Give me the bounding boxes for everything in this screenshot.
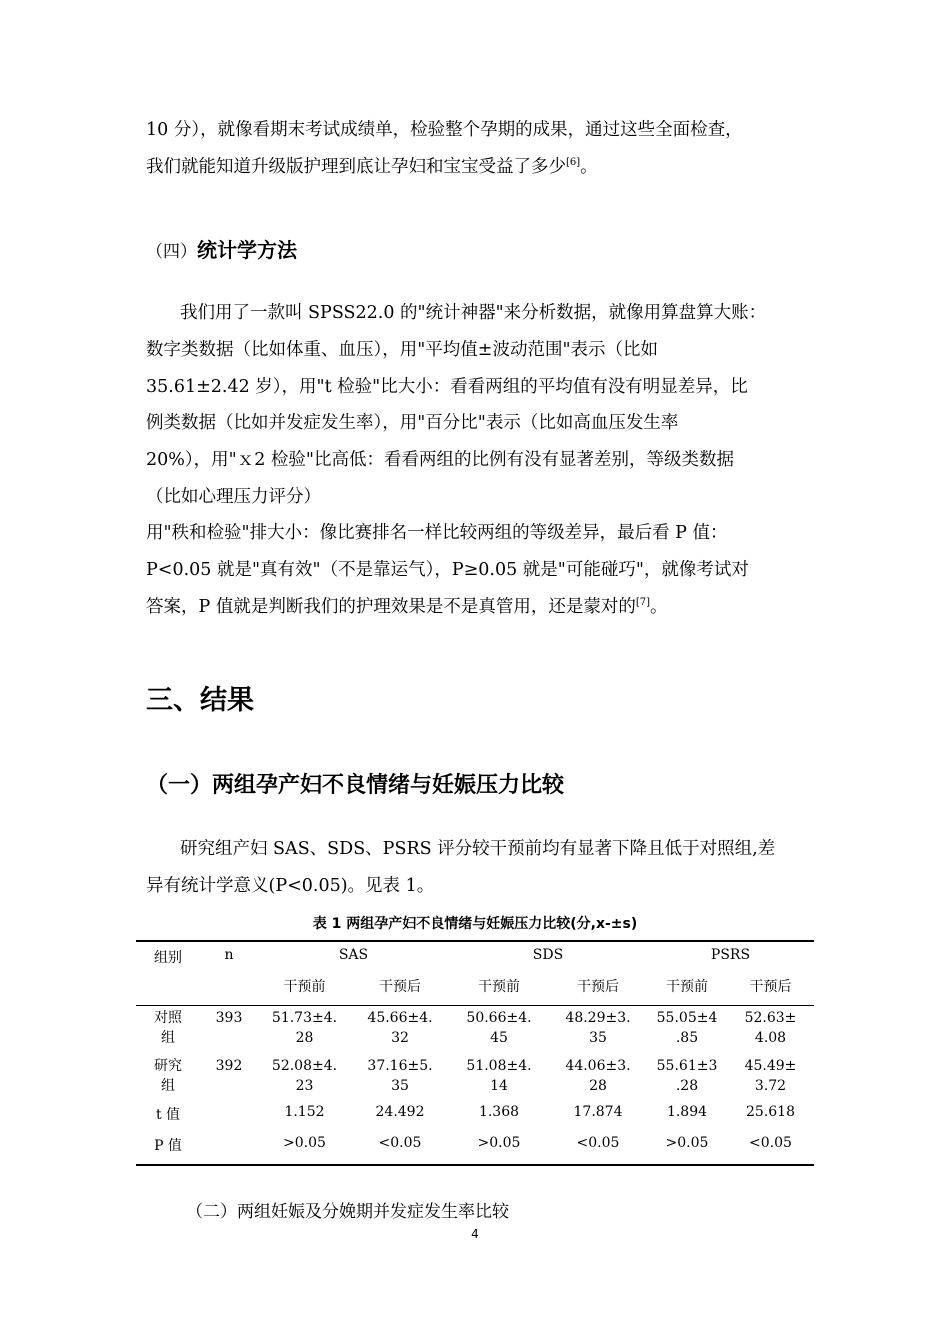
cell-value: <0.05 bbox=[378, 1135, 422, 1151]
table-row-p bbox=[136, 1133, 814, 1165]
stats-line-4: 例类数据（比如并发症发生率），用"百分比"表示（比如高血压发生率 bbox=[146, 413, 679, 433]
cell-value: 24.492 bbox=[375, 1104, 425, 1120]
table-caption: 表 1 两组孕产妇不良情绪与妊娠压力比较(分,x-±s) bbox=[312, 916, 638, 932]
cell-group: 对照 组 bbox=[154, 1010, 182, 1046]
cell-label: t 值 bbox=[155, 1107, 181, 1123]
results-subheading-2: （二）两组妊娠及分娩期并发症发生率比较 bbox=[186, 1202, 509, 1222]
header-sas-before: 干预前 bbox=[258, 976, 351, 1006]
results-para-line-1: 研究组产妇 SAS、SDS、PSRS 评分较干预前均有显著下降且低于对照组,差 bbox=[180, 839, 776, 859]
cell-empty bbox=[200, 1133, 258, 1165]
cell-n: 392 bbox=[215, 1058, 243, 1074]
cell-value: 44.06±3. 28 bbox=[565, 1058, 631, 1094]
stats-line-9-end: 。 bbox=[650, 597, 668, 617]
stats-heading-title: 统计学方法 bbox=[197, 238, 297, 262]
results-table bbox=[136, 940, 814, 1166]
cell-value: >0.05 bbox=[665, 1135, 709, 1151]
citation-6: [6] bbox=[566, 157, 581, 168]
stats-line-5: 20%），用"ｘ2 检验"比高低：看看两组的比例有没有显著差别，等级类数据 bbox=[146, 450, 734, 470]
stats-line-7: 用"秩和检验"排大小：像比赛排名一样比较两组的等级差异，最后看 P 值： bbox=[146, 523, 728, 543]
header-sas-after: 干预后 bbox=[351, 976, 449, 1006]
table-row-control bbox=[136, 1006, 814, 1055]
stats-line-9 bbox=[146, 597, 668, 617]
cell-value: <0.05 bbox=[576, 1135, 620, 1151]
header-n: n bbox=[224, 947, 234, 963]
table-header-row-1 bbox=[136, 941, 814, 976]
cell-label: P 值 bbox=[154, 1138, 182, 1154]
header-group: 组别 bbox=[154, 950, 182, 966]
cell-value: 48.29±3. 35 bbox=[565, 1010, 631, 1046]
table-row-study bbox=[136, 1054, 814, 1102]
cell-value: 55.61±3 .28 bbox=[656, 1058, 718, 1094]
cell-empty bbox=[200, 1102, 258, 1133]
cell-value: 17.874 bbox=[573, 1104, 623, 1120]
page-number: 4 bbox=[471, 1227, 479, 1241]
results-subheading-1: （一）两组孕产妇不良情绪与妊娠压力比较 bbox=[146, 773, 565, 798]
stats-line-1: 我们用了一款叫 SPSS22.0 的"统计神器"来分析数据，就像用算盘算大账： bbox=[180, 303, 767, 323]
cell-value: 45.66±4. 32 bbox=[367, 1010, 433, 1046]
cell-value: 25.618 bbox=[746, 1104, 795, 1120]
cell-value: 1.894 bbox=[666, 1104, 708, 1120]
stats-heading-prefix: （四） bbox=[146, 242, 197, 262]
stats-line-8: P<0.05 就是"真有效"（不是靠运气），P≥0.05 就是"可能碰巧"，就像考试对 bbox=[146, 560, 749, 580]
stats-heading bbox=[146, 234, 297, 263]
results-heading: 三、结果 bbox=[146, 685, 254, 716]
header-empty-1 bbox=[136, 976, 200, 1006]
cell-value: 37.16±5. 35 bbox=[367, 1058, 433, 1094]
header-psrs-before: 干预前 bbox=[647, 976, 727, 1006]
citation-7: [7] bbox=[635, 597, 651, 608]
table-row-t bbox=[136, 1102, 814, 1133]
stats-line-6: （比如心理压力评分） bbox=[146, 487, 321, 507]
results-para-line-2: 异有统计学意义(P<0.05)。见表 1。 bbox=[146, 876, 435, 896]
stats-line-3: 35.61±2.42 岁），用"t 检验"比大小：看看两组的平均值有没有明显差异，比 bbox=[146, 377, 748, 397]
header-sds-before: 干预前 bbox=[449, 976, 549, 1006]
intro-line-2-end: 。 bbox=[580, 157, 598, 177]
header-sas: SAS bbox=[338, 947, 369, 963]
cell-value: 52.63± 4.08 bbox=[744, 1010, 797, 1046]
cell-value: 50.66±4. 45 bbox=[466, 1010, 532, 1046]
header-sds-after: 干预后 bbox=[549, 976, 647, 1006]
header-psrs-after: 干预后 bbox=[727, 976, 814, 1006]
cell-value: 1.368 bbox=[478, 1104, 520, 1120]
cell-group: 研究 组 bbox=[154, 1058, 182, 1094]
cell-value: >0.05 bbox=[477, 1135, 521, 1151]
header-empty-2 bbox=[200, 976, 258, 1006]
cell-value: 51.08±4. 14 bbox=[466, 1058, 532, 1094]
stats-line-9-text: 答案，P 值就是判断我们的护理效果是不是真管用，还是蒙对的 bbox=[146, 597, 636, 617]
cell-value: 45.49± 3.72 bbox=[744, 1058, 797, 1094]
intro-line-2 bbox=[146, 157, 598, 177]
cell-value: 52.08±4. 23 bbox=[271, 1058, 338, 1094]
cell-value: <0.05 bbox=[749, 1135, 792, 1151]
header-psrs: PSRS bbox=[710, 947, 751, 963]
header-sds: SDS bbox=[532, 947, 564, 963]
cell-value: 1.152 bbox=[284, 1104, 325, 1120]
cell-value: 55.05±4 .85 bbox=[656, 1010, 718, 1046]
cell-n: 393 bbox=[215, 1010, 243, 1026]
table-header-row-2 bbox=[136, 976, 814, 1006]
cell-value: 51.73±4. 28 bbox=[271, 1010, 338, 1046]
cell-value: >0.05 bbox=[283, 1135, 326, 1151]
stats-line-2: 数字类数据（比如体重、血压），用"平均值±波动范围"表示（比如 bbox=[146, 340, 659, 360]
intro-line-1: 10 分），就像看期末考试成绩单，检验整个孕期的成果，通过这些全面检查， bbox=[146, 120, 743, 140]
intro-line-2-text: 我们就能知道升级版护理到底让孕妇和宝宝受益了多少 bbox=[146, 157, 566, 177]
